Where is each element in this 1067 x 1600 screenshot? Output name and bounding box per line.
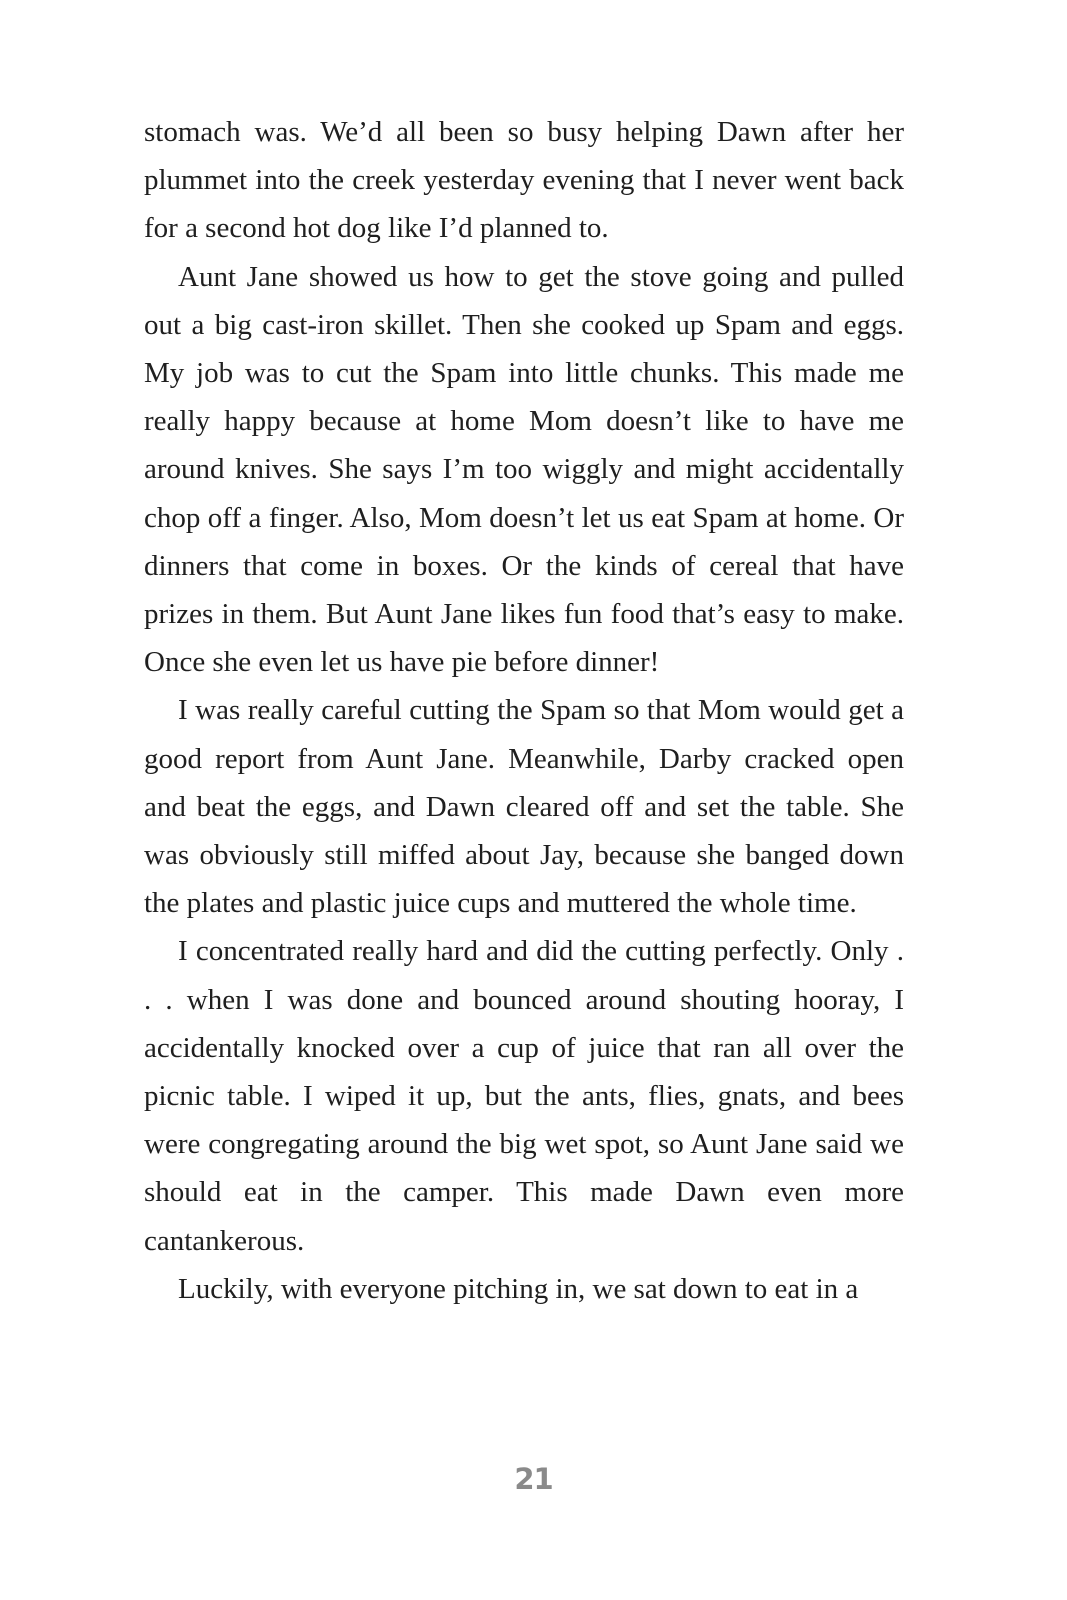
paragraph-3: I was really careful cutting the Spam so that Mom would get a good report from Aunt Jane. Meanwhile, Darby cracked open and beat the eggs, and Dawn cleared off and set the table. She was obviously still miffed about Jay, because she banged down the plates and plastic juice cups and muttered the whole time. [144, 694, 904, 920]
body-text [144, 108, 904, 1313]
paragraph-1: stomach was. We’d all been so busy helping Dawn after her plummet into the creek yesterday evening that I never went back for a second hot dog like I’d planned to. [144, 116, 904, 245]
page-number: 21 [514, 1462, 553, 1496]
paragraph-2: Aunt Jane showed us how to get the stove going and pulled out a big cast-iron skillet. Then she cooked up Spam and eggs. My job was to cut the Spam into little chunks. This made me really happy because at home Mom doesn’t like to have me around knives. She says I’m too wiggly and might accidentally chop off a finger. Also, Mom doesn’t let us eat Spam at home. Or dinners that come in boxes. Or the kinds of cereal that have prizes in them. But Aunt Jane likes fun food that’s easy to make. Once she even let us have pie before dinner! [144, 260, 904, 679]
paragraph-5: Luckily, with everyone pitching in, we sat down to eat in a [178, 1272, 859, 1305]
paragraph-4: I concentrated really hard and did the cutting perfectly. Only . . . when I was done and bounced around shouting hooray, I accidentally knocked over a cup of juice that ran all over the picnic table. I wiped it up, but the ants, flies, gnats, and bees were congregating around the big wet spot, so Aunt Jane said we should eat in the camper. This made Dawn even more cantankerous. [144, 935, 904, 1257]
